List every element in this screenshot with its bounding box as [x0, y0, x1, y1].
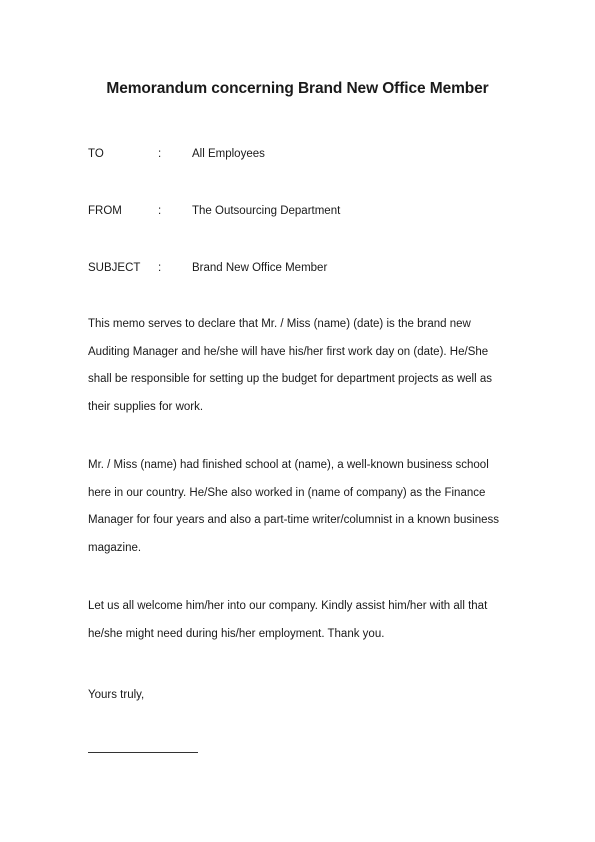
- from-colon: :: [158, 205, 162, 217]
- paragraph-line: here in our country. He/She also worked in (name of company) as the Finance: [88, 486, 486, 499]
- to-label: TO: [88, 148, 104, 160]
- body-paragraph-welcome: [88, 593, 528, 648]
- to-value: All Employees: [192, 148, 265, 160]
- signature-line: [88, 752, 198, 753]
- from-label: FROM: [88, 205, 122, 217]
- closing-salutation: Yours truly,: [88, 689, 145, 701]
- paragraph-line: shall be responsible for setting up the budget for department projects as well as: [88, 373, 493, 385]
- paragraph-line: Auditing Manager and he/she will have his/her first work day on (date). He/She: [88, 345, 489, 358]
- body-paragraph-announcement: [88, 311, 528, 421]
- paragraph-line: Mr. / Miss (name) had finished school at (name), a well-known business school: [88, 459, 489, 471]
- to-colon: :: [158, 148, 162, 160]
- from-value: The Outsourcing Department: [192, 205, 341, 217]
- paragraph-line: Manager for four years and also a part-time writer/columnist in a known business: [88, 514, 499, 526]
- paragraph-line: magazine.: [88, 541, 142, 554]
- subject-value: Brand New Office Member: [192, 262, 328, 274]
- paragraph-line: Let us all welcome him/her into our company. Kindly assist him/her with all that: [88, 600, 488, 612]
- subject-colon: :: [158, 262, 162, 274]
- paragraph-line: he/she might need during his/her employment. Thank you.: [88, 627, 385, 640]
- paragraph-line: This memo serves to declare that Mr. / Miss (name) (date) is the brand new: [88, 318, 471, 330]
- memo-title: Memorandum concerning Brand New Office Member: [106, 80, 489, 97]
- subject-label: SUBJECT: [88, 262, 141, 274]
- body-paragraph-background: [88, 452, 528, 562]
- paragraph-line: their supplies for work.: [88, 400, 204, 413]
